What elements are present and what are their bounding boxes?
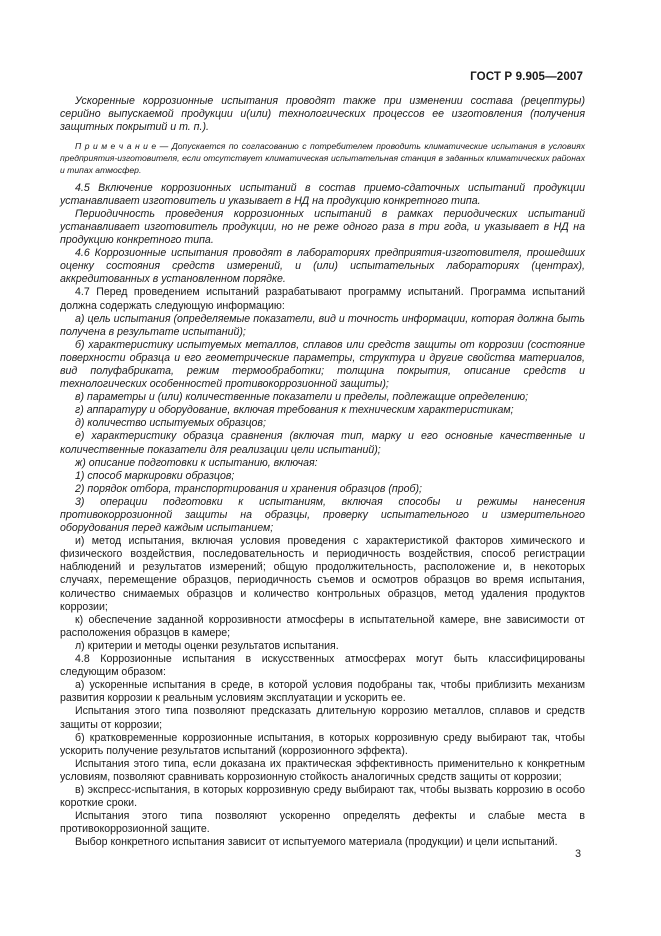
- document-body: [60, 95, 585, 849]
- classification-note-b: Испытания этого типа, если доказана их практическая эффективность применительно к конкретным условиям, позволяют сравнивать коррозионную стойкость аналогичных средств защиты от коррозии;: [60, 757, 585, 783]
- classification-item-a: а) ускоренные испытания в среде, в которой условия подобраны так, чтобы приблизить механизм развития коррозии к реальным условиям эксплуатации и ускорить ее.: [60, 679, 585, 705]
- paragraph-choice: Выбор конкретного испытания зависит от испытуемого материала (продукции) и цели испытаний.: [75, 836, 558, 849]
- list-item-i: и) метод испытания, включая условия проведения с характеристикой факторов химического и физического воздействия, последовательность и периодичность воздействия, способ регистрации наблюдений и результатов измерений; общую продолжительность, расположение и, в некоторых случаях, перемещение образцов, периодичность съемов и осмотров образцов во время испытания, количество снимаемых образцов и количество контрольных образцов, метод удаления продуктов коррозии;: [60, 535, 585, 613]
- list-item-zh: ж) описание подготовки к испытанию, включая:: [75, 456, 318, 469]
- classification-item-b: б) кратковременные коррозионные испытания, в которых коррозивную среду выбирают так, чтобы ускорить получение результатов испытаний (коррозионного эффекта).: [60, 731, 585, 757]
- classification-note-v: Испытания этого типа позволяют ускоренно определять дефекты и слабые места в противокоррозионной защите.: [60, 810, 585, 836]
- paragraph-4-7: 4.7 Перед проведением испытаний разрабатывают программу испытаний. Программа испытаний должна содержать следующую информацию:: [60, 286, 585, 312]
- sub-item-2: 2) порядок отбора, транспортирования и хранения образцов (проб);: [75, 482, 422, 495]
- classification-note-a: Испытания этого типа позволяют предсказать длительную коррозию металлов, сплавов и средств защиты от коррозии;: [60, 705, 585, 731]
- list-item-l: л) критерии и методы оценки результатов испытания.: [75, 639, 339, 652]
- list-item-v: в) параметры и (или) количественные показатели и пределы, подлежащие определению;: [75, 391, 529, 404]
- paragraph-4-5: 4.5 Включение коррозионных испытаний в состав приемо-сдаточных испытаний продукции устанавливает изготовитель и указывает в НД на продукцию конкретного типа.: [60, 181, 585, 207]
- paragraph-periodicity: Периодичность проведения коррозионных испытаний в рамках периодических испытаний устанавливает изготовитель продукции, но не реже одного раза в три года, и указывает в НД на продукцию конкретного типа.: [60, 207, 585, 247]
- page-number: 3: [575, 848, 581, 860]
- note-climatic-tests: П р и м е ч а н и е — Допускается по согласованию с потребителем проводить климатические испытания в условиях предприятия-изготовителя, если отсутствует климатическая испытательная станция в заданных климатических районах и типах атмосфер.: [60, 141, 585, 175]
- paragraph-4-8: 4.8 Коррозионные испытания в искусственных атмосферах могут быть классифицированы следующим образом:: [60, 653, 585, 679]
- classification-item-v: в) экспресс-испытания, в которых коррозивную среду выбирают так, чтобы вызвать коррозию в особо короткие сроки.: [60, 783, 585, 810]
- paragraph-accelerated-tests: Ускоренные коррозионные испытания проводят также при изменении состава (рецептуры) серийно выпускаемой продукции и(или) технологических процессов ее изготовления (получения защитных покрытий и т. п.).: [60, 95, 585, 134]
- list-item-e: е) характеристику образца сравнения (включая тип, марку и его основные качественные и количественные показатели для реализации цели испытаний);: [60, 430, 585, 456]
- list-item-k: к) обеспечение заданной коррозивности атмосферы в испытательной камере, вне зависимости от расположения образцов в камере;: [60, 613, 585, 639]
- document-code: ГОСТ Р 9.905—2007: [470, 70, 583, 83]
- list-item-b: б) характеристику испытуемых металлов, сплавов или средств защиты от коррозии (состояние поверхности образца и его геометрические параметры, структура и другие свойства материалов, вид полуфабриката, режим термообработки; толщина покрытия, описание средств и технологических особенностей противокоррозионной защиты);: [60, 338, 585, 391]
- list-item-g: г) аппаратуру и оборудование, включая требования к техническим характеристикам;: [75, 404, 514, 417]
- paragraph-4-6: 4.6 Коррозионные испытания проводят в лабораториях предприятия-изготовителя, прошедших оценку состояния средств измерений, и (или) испытательных лабораториях (центрах), аккредитованных в установленном порядке.: [60, 247, 585, 286]
- list-item-a: а) цель испытания (определяемые показатели, вид и точность информации, которая должна быть получена в результате испытаний);: [60, 312, 585, 338]
- sub-item-1: 1) способ маркировки образцов;: [75, 469, 235, 482]
- list-item-d: д) количество испытуемых образцов;: [75, 417, 266, 430]
- sub-item-3: 3) операции подготовки к испытаниям, включая способы и режимы нанесения противокоррозионной защиты на образцы, проверку испытательного и измерительного оборудования перед каждым испытанием;: [60, 495, 585, 535]
